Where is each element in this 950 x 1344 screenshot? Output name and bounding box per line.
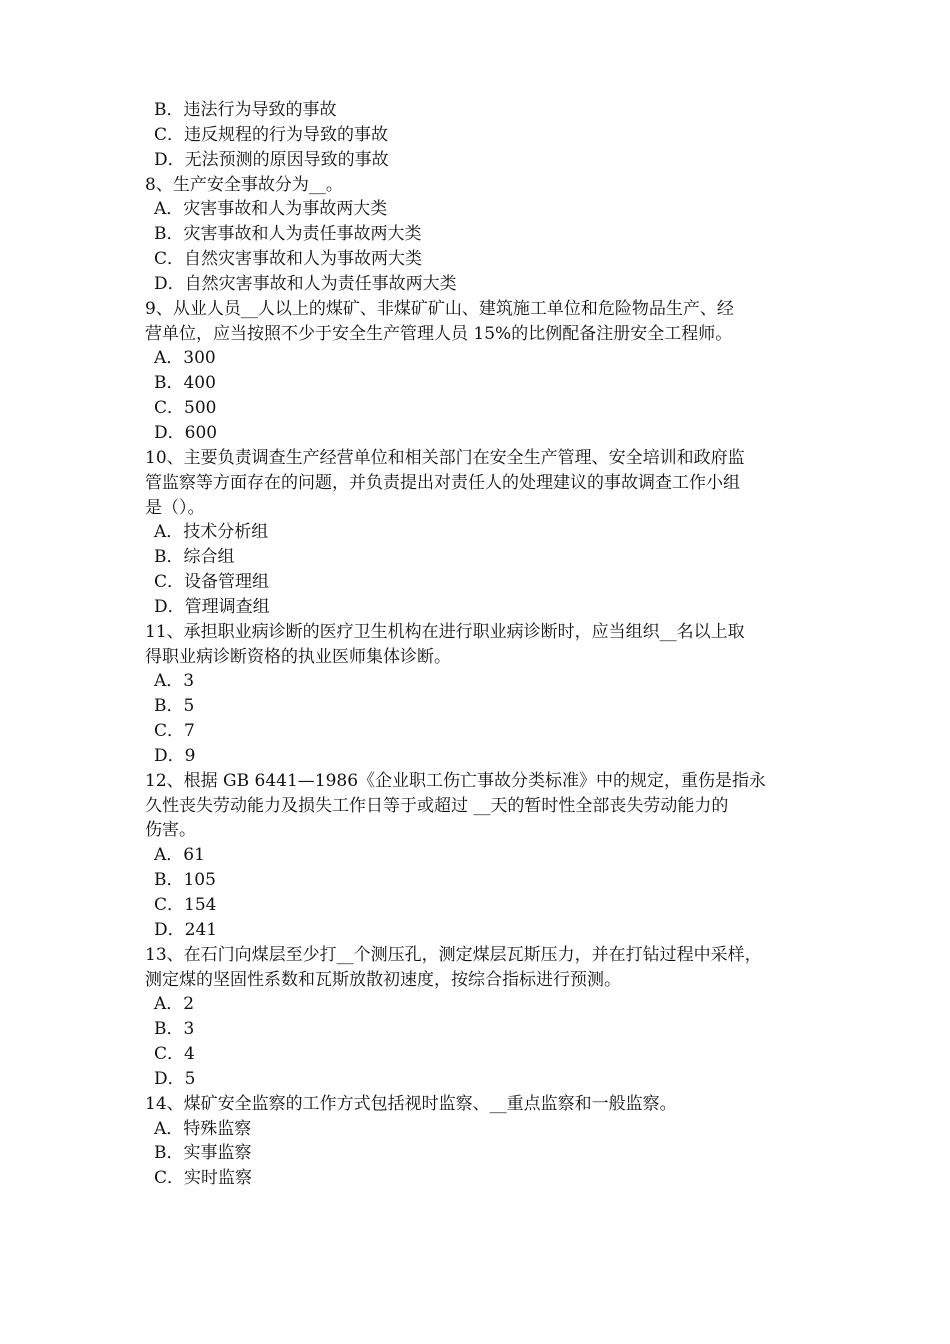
option-line: A．灾害事故和人为事故两大类 <box>154 199 388 220</box>
question-line: 是（）。 <box>145 497 205 518</box>
question-line: 伤害。 <box>145 820 196 841</box>
option-line: A．61 <box>154 845 205 866</box>
option-line: D．无法预测的原因导致的事故 <box>154 149 389 170</box>
option-line: A．300 <box>154 348 216 369</box>
option-line: D．5 <box>154 1068 196 1089</box>
option-line: C．500 <box>154 398 217 419</box>
option-line: A．特殊监察 <box>154 1118 252 1139</box>
question-line: 13、在石门向煤层至少打__个测压孔，测定煤层瓦斯压力，并在打钻过程中采样， <box>145 944 762 965</box>
option-line: D．管理调查组 <box>154 596 270 617</box>
option-line: C．设备管理组 <box>154 572 270 593</box>
question-line: 12、根据 GB 6441—1986《企业职工伤亡事故分类标准》中的规定，重伤是指永 <box>145 770 767 791</box>
question-line: 测定煤的坚固性系数和瓦斯放散初速度，按综合指标进行预测。 <box>145 969 621 990</box>
option-line: B．400 <box>154 373 216 394</box>
option-line: B．5 <box>154 696 195 717</box>
option-line: C．实时监察 <box>154 1168 253 1189</box>
option-line: B．综合组 <box>154 547 235 568</box>
option-line: B．违法行为导致的事故 <box>154 100 337 120</box>
option-line: A．技术分析组 <box>154 522 269 543</box>
option-line: B．灾害事故和人为责任事故两大类 <box>154 224 422 245</box>
option-line: D．9 <box>154 745 196 766</box>
document-page <box>145 98 820 1191</box>
option-line: D．241 <box>154 919 218 940</box>
option-line: B．实事监察 <box>154 1143 252 1164</box>
option-line: C．154 <box>154 895 217 915</box>
option-line: C．4 <box>154 1044 195 1065</box>
question-line: 营单位，应当按照不少于安全生产管理人员 15%的比例配备注册安全工程师。 <box>145 323 733 344</box>
question-line: 11、承担职业病诊断的医疗卫生机构在进行职业病诊断时，应当组织__名以上取 <box>145 621 745 642</box>
question-line: 得职业病诊断资格的执业医师集体诊断。 <box>145 646 451 667</box>
option-line: C．7 <box>154 721 195 742</box>
question-line: 久性丧失劳动能力及损失工作日等于或超过 __天的暂时性全部丧失劳动能力的 <box>145 795 729 816</box>
question-line: 10、主要负责调查生产经营单位和相关部门在安全生产管理、安全培训和政府监 <box>145 447 745 468</box>
option-line: A．3 <box>154 671 195 692</box>
question-line: 9、从业人员__人以上的煤矿、非煤矿矿山、建筑施工单位和危险物品生产、经 <box>145 298 734 319</box>
option-line: D．自然灾害事故和人为责任事故两大类 <box>154 273 457 294</box>
option-line: C．违反规程的行为导致的事故 <box>154 124 389 145</box>
option-line: B．3 <box>154 1019 195 1040</box>
option-line: D．600 <box>154 422 218 443</box>
option-line: A．2 <box>154 994 195 1015</box>
question-line: 管监察等方面存在的问题，并负责提出对责任人的处理建议的事故调查工作小组 <box>145 472 740 493</box>
option-line: C．自然灾害事故和人为事故两大类 <box>154 249 423 270</box>
question-line: 8、生产安全事故分为__。 <box>145 174 343 195</box>
option-line: B．105 <box>154 870 216 891</box>
question-line: 14、煤矿安全监察的工作方式包括视时监察、__重点监察和一般监察。 <box>145 1093 677 1114</box>
